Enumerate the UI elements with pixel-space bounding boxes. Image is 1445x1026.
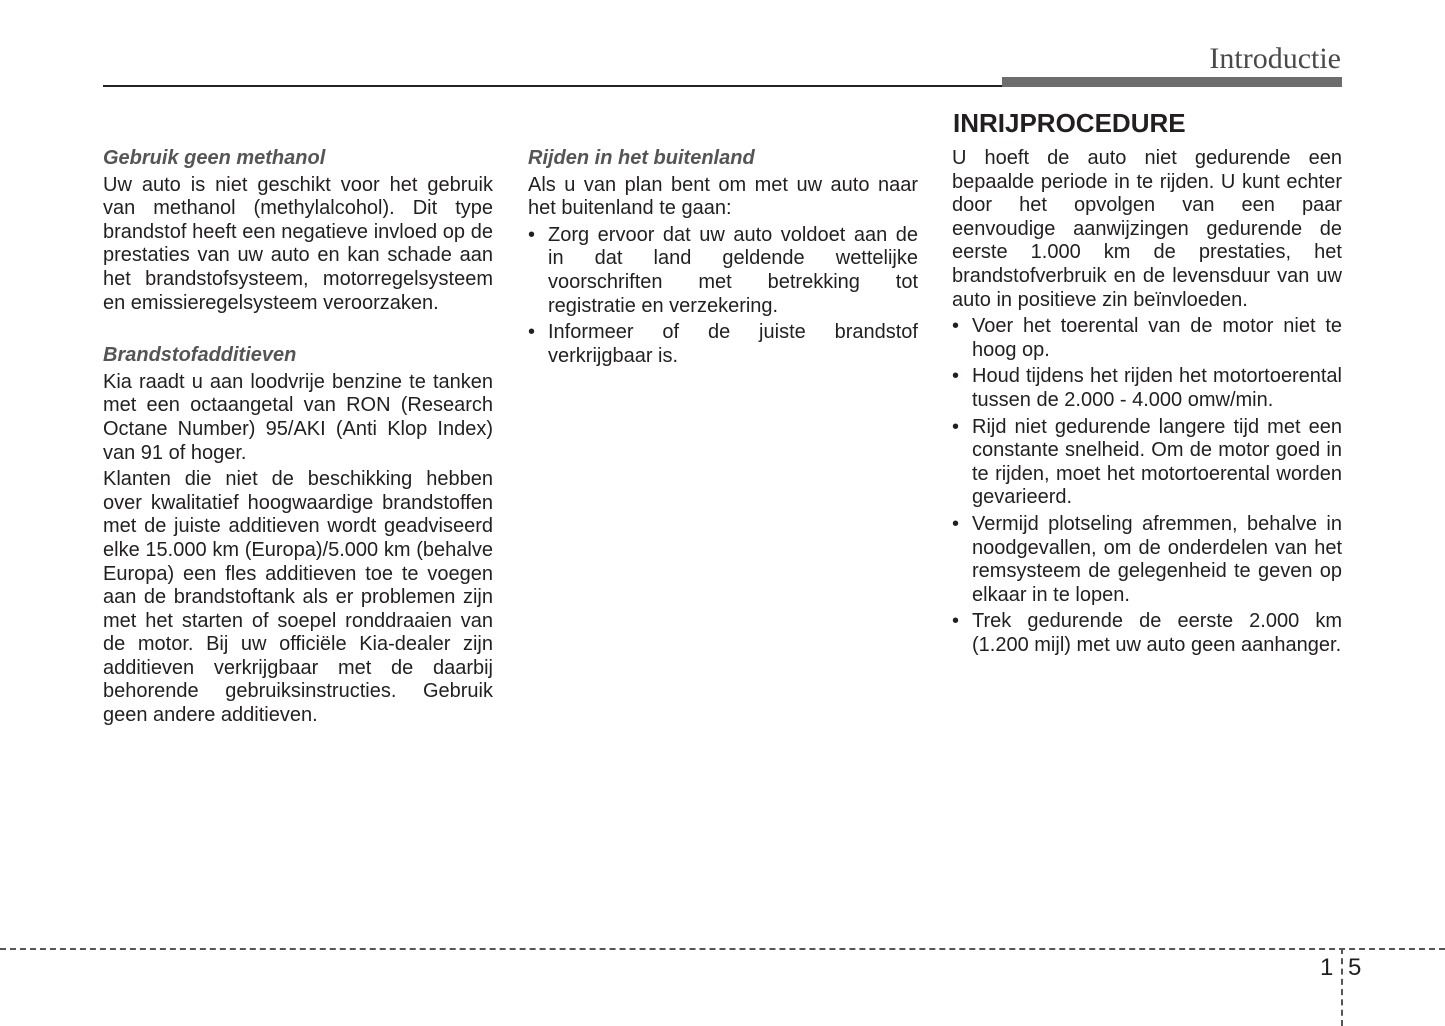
page-number: 5 [1348,954,1362,981]
footer-dashed-rule [0,948,1445,950]
bullet-icon: • [528,321,536,344]
paragraph: Klanten die niet de beschikking hebben over kwalitatief hoogwaardige brandstoffen met de juiste additieven wordt geadviseerd elke 15.000 km (Europa)/5.000 km (behalve Europa) een fles additieven toe te voegen aan de brandstoftank als er problemen zijn met het starten of soepel ronddraaien van de motor. Bij uw officiële Kia-dealer zijn additieven verkrijgbaar met de daarbij behorende gebruiksinstructies. Gebruik geen andere additieven. [103,468,493,727]
bullet-list [528,224,918,369]
column-1 [103,147,493,731]
header-bar [1002,77,1342,87]
heading-abroad: Rijden in het buitenland [528,147,755,169]
paragraph: U hoeft de auto niet gedurende een bepaalde periode in te rijden. U kunt echter door het opvolgen van een paar eenvoudige aanwijzingen gedurende de eerste 1.000 km de prestaties, het brandstofverbruik en de levensduur van uw auto in positieve zin beïnvloeden. [952,147,1342,311]
heading-methanol: Gebruik geen methanol [103,147,326,169]
paragraph: Kia raadt u aan loodvrije benzine te tanken met een octaangetal van RON (Research Octane Number) 95/AKI (Anti Klop Index) van 91 of hoger. [103,370,493,464]
bullet-icon: • [952,610,960,633]
list-item: • Informeer of de juiste brandstof verkrijgbaar is. [528,321,918,367]
chapter-number: 1 [1320,954,1334,981]
list-item: • Zorg ervoor dat uw auto voldoet aan de in dat land geldende wettelijke voorschriften met betrekking tot registratie en verzekering. [528,223,918,317]
paragraph: Als u van plan bent om met uw auto naar het buitenland te gaan: [528,173,918,220]
bullet-icon: • [952,315,960,338]
bullet-icon: • [528,223,536,246]
bullet-icon: • [952,415,960,438]
bullet-list [952,315,1342,657]
column-2 [528,147,918,371]
list-item: • Voer het toerental van de motor niet te hoog op. [952,315,1342,361]
heading-additives: Brandstofadditieven [103,344,297,367]
paragraph: Uw auto is niet geschikt voor het gebruik van methanol (methylalcohol). Dit type brandstof heeft een negatieve invloed op de prestaties van uw auto en kan schade aan het brandstofsysteem, motorregelsysteem en emissieregelsysteem veroorzaken. [103,173,493,314]
section-title: INRIJPROCEDURE [953,108,1186,138]
list-item: • Trek gedurende de eerste 2.000 km (1.200 mijl) met uw auto geen aanhanger. [952,610,1342,656]
bullet-icon: • [952,365,960,388]
list-item: • Rijd niet gedurende langere tijd met een constante snelheid. Om de motor goed in te rijden, moet het motortoerental worden gevarieerd. [952,415,1342,509]
bullet-icon: • [952,512,960,535]
list-item: • Vermijd plotseling afremmen, behalve in noodgevallen, om de onderdelen van het remsysteem de gelegenheid te geven op elkaar in te lopen. [952,512,1342,606]
list-item: • Houd tijdens het rijden het motortoerental tussen de 2.000 - 4.000 omw/min. [952,365,1342,411]
column-3 [952,147,1342,660]
header-rule [103,85,1003,87]
header-title: Introductie [1209,42,1341,75]
footer-page-divider [1341,948,1343,1026]
